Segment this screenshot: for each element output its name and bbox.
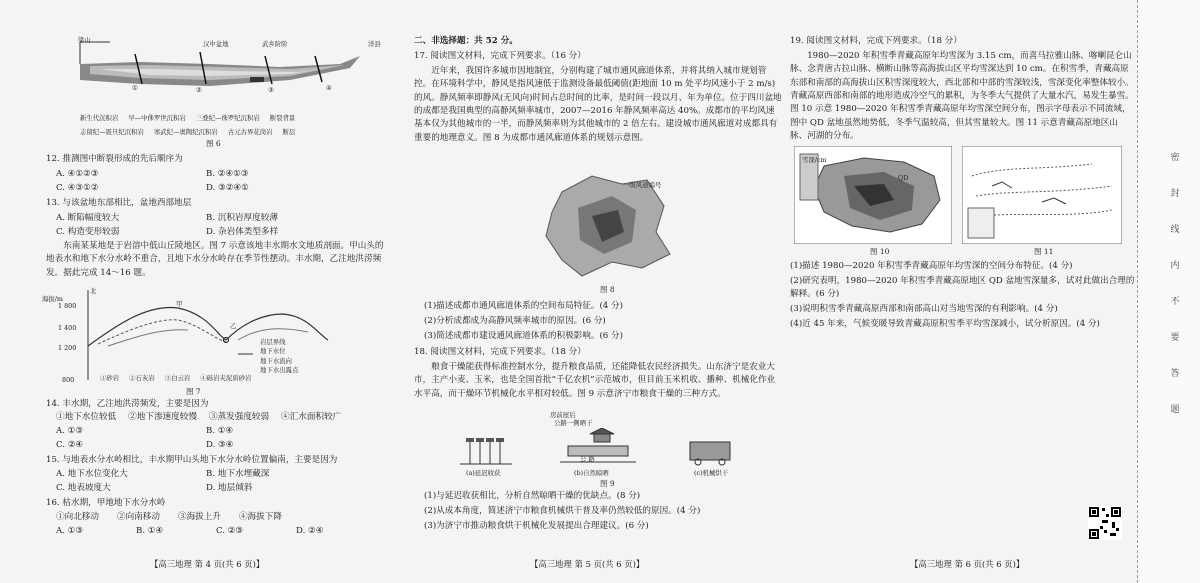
fig7-ytick-800: 800 — [62, 376, 75, 384]
q13-stem: 13. 与该盆地东部相比，盆地西部地层 — [46, 198, 192, 208]
q17-sub-2: (2)分析成都成为高静风频率城市的原因。(6 分) — [424, 316, 606, 326]
fig6-label-yangxian: 洋县 — [368, 40, 381, 48]
q19-sub-1: (1)描述 1980—2020 年积雪季青藏高原年均雪深的空间分布特征。(4 分) — [790, 261, 1073, 271]
page-5 — [410, 0, 780, 583]
q12-stem: 12. 推测图中断裂形成的先后顺序为 — [46, 154, 183, 164]
strip-char: 题 — [1170, 405, 1180, 415]
fig9-caption-b: (b)自然晾晒 — [574, 469, 609, 477]
q14-sub: ②地下渗速度较慢 — [128, 412, 197, 422]
q18-stem: 18. 阅读图文材料，完成下列要求。（18 分） — [414, 347, 586, 357]
q13-option-c[interactable]: C. 构造变形较弱 — [56, 227, 120, 237]
fig9-caption-a: (a)延迟收获 — [466, 469, 501, 477]
q14-sub: ③蒸发强度较弱 — [208, 412, 270, 422]
fig7-legend-item: 地下水出露点 — [260, 365, 299, 374]
page-4 — [0, 0, 390, 583]
legend-item: 早—中侏罗世沉积岩 — [128, 114, 186, 122]
q12-option-b[interactable]: B. ②④①③ — [206, 169, 249, 179]
passage-14-16: 东南某某地是于岩溶中低山丘陵地区。图 7 示意该地丰水期水文地质剖面。甲山头的地表水和地下水分水岭不重合，且地下水分水岭存在季节性摆动。丰水期，乙注地洪涝频发。据此完成 14～16 题。 — [46, 241, 384, 278]
fig7-stratum: ④砾岩夹泥质砂岩 — [200, 374, 252, 382]
fig7-place-jia: 甲 — [176, 300, 183, 308]
legend-item: 断裂背景 — [269, 114, 296, 122]
q17-sub-3: (3)简述成都市建设通风廊道体系的积极影响。(6 分) — [424, 331, 623, 341]
q17-passage: 近年来，我国许多城市因地制宜，分别构建了城市通风廊道体系，并将其纳入城市规划管控。在环境科学中，静风是指风速低于监测设备最低阈值(距地面 10 m 处平均风速小于 2 m/s)的风。静风频率即静风(无风向)时间占总时间的比率，是时间一段以月、年为单位。位于四川盆地的成都是我国典型的高静风频率城市，2007—2016 年静风频率高达 40%。成都市的平均风速基本仅为其他城市的一半，而静风频率则为其他城市的 2 倍左右。建设城市通风廊道对成都具有重要的地理意义。图 8 为成都市通风廊道体系的规划示意图。 — [414, 66, 782, 143]
q14-sub: ①地下水位较低 — [56, 412, 117, 422]
fig7-legend-item: 地下水位 — [260, 347, 286, 356]
q14-option-d[interactable]: D. ③④ — [206, 440, 234, 450]
fig9-label-1: 房前屋后 — [550, 411, 576, 419]
figure-7-cross-section — [48, 284, 368, 384]
fig6-num-1: ① — [132, 84, 138, 92]
fig8-legend: 一级风道编号 — [623, 181, 662, 189]
legend-item: 新生代沉积岩 — [80, 114, 119, 122]
q13-option-b[interactable]: B. 沉积岩厚度较薄 — [206, 213, 278, 223]
q19-passage: 1980—2020 年积雪季青藏高原年均雪深为 3.15 cm，而喜马拉雅山脉、喀喇昆仑山脉、念青唐古拉山脉、横断山脉等高海拔山区平均雪深达到 10 cm。在积雪季，青藏高原东部和南部的高海拔山区积雪深度较大，西北部和中部的雪深较浅，雪深变化率整体较小。青藏高原西部和南部的地形造成冷空气的累积，为冬季大气提供了大量水汽，易发生暴雪。图 10 示意 1980—2020 年积雪季青藏高原年均雪深空间分布，图示字母表示不同流域，图中 QD 盆地虽然地势低，冬季气温较高，但其雪量较大。图 11 示意青藏高原地区山脉、河湖的分布。 — [790, 51, 1134, 141]
q19-sub-2: (2)研究表明，1980—2020 年积雪季青藏高原地区 QD 盆地雪深量多，试对此做出合理的解释。(6 分) — [790, 276, 1135, 300]
q19-sub-3: (3)说明积雪季青藏高原西部和南部高山对当地雪深的有利影响。(4 分) — [790, 304, 1058, 314]
fig6-label-liangshan: 梁山 — [78, 36, 91, 44]
fig6-label-wuxiang: 武乡阶阶 — [262, 40, 288, 48]
q16-option-a[interactable]: A. ①③ — [56, 526, 84, 536]
strip-char: 答 — [1170, 369, 1180, 379]
q19-stem: 19. 阅读图文材料，完成下列要求。（18 分） — [790, 36, 962, 46]
q12-option-a[interactable]: A. ④①②③ — [56, 169, 99, 179]
q14-sub: ④汇水面积较广 — [281, 412, 342, 422]
fig7-yaxis-title: 海拔/m — [42, 295, 63, 303]
q16-option-c[interactable]: C. ②③ — [216, 526, 244, 536]
q12-option-c[interactable]: C. ④③①② — [56, 183, 99, 193]
q18-passage: 粮食干燥能获得标准控制水分，提升粮食品质，还能降低农民经济损失。山东济宁是农业大市，主产小麦、玉米，也是全国首批“千亿农机”示范城市，但目前玉米机收、播种、机械化作业水平高，而干燥环节机械化水平相对较低。图 9 示意济宁市粮食干燥的三种方式。 — [414, 362, 776, 399]
fig6-label-hanzhong: 汉中盆地 — [203, 40, 229, 48]
binding-strip — [1137, 0, 1200, 583]
legend-item: 三叠纪—侏罗纪沉积岩 — [195, 114, 260, 122]
q16-sub: ②向南移动 — [116, 512, 160, 522]
q15-stem: 15. 与地表水分水岭相比，丰水期甲山头地下水分水岭位置偏南，主要是因为 — [46, 455, 338, 465]
q14-option-a[interactable]: A. ①③ — [56, 426, 84, 436]
q16-sub: ①向北移动 — [56, 512, 99, 522]
fig7-legend-item: 地下水流向 — [260, 356, 292, 365]
q15-option-a[interactable]: A. 地下水位变化大 — [56, 469, 128, 479]
fig9-label-3: 公 路 — [580, 455, 595, 463]
q12-option-d[interactable]: D. ③②④① — [206, 183, 249, 193]
figure-11-mountains-map — [962, 146, 1122, 244]
figure-9-caption: 图 9 — [600, 479, 615, 488]
q18-sub-2: (2)从成本角度，简述济宁市粮食机械烘干普及率仍然较低的原因。(4 分) — [424, 506, 701, 516]
q18-sub-1: (1)与延迟收获相比，分析自然晾晒干燥的优缺点。(8 分) — [424, 491, 641, 501]
fig7-ytick-1800: 1 800 — [58, 302, 77, 310]
fig7-strata — [100, 374, 251, 384]
fig10-legend-title: 雪深/cm — [802, 156, 827, 164]
strip-char: 密 — [1170, 153, 1180, 163]
q14-option-c[interactable]: C. ②④ — [56, 440, 84, 450]
fig6-num-3: ③ — [268, 86, 274, 94]
legend-item: 断层 — [282, 127, 296, 136]
page-5-footer: 【高三地理 第 5 页(共 6 页)】 — [530, 558, 645, 569]
fig9-caption-c: (c)机械烘干 — [694, 469, 729, 477]
q15-option-b[interactable]: B. 地下水埋藏深 — [206, 469, 270, 479]
q17-stem: 17. 阅读图文材料，完成下列要求。（16 分） — [414, 51, 586, 61]
q16-option-b[interactable]: B. ①④ — [136, 526, 164, 536]
fig7-stratum: ②石灰岩 — [129, 374, 155, 382]
strip-char: 内 — [1170, 261, 1180, 271]
q14-stem: 14. 丰水期，乙注地洪涝频发，主要是因为 — [46, 399, 209, 409]
q17-sub-1: (1)描述成都市通风廊道体系的空间布局特征。(4 分) — [424, 301, 623, 311]
q13-option-a[interactable]: A. 断陷幅度较大 — [56, 213, 120, 223]
q13-option-d[interactable]: D. 杂岩体类型多样 — [206, 227, 279, 237]
fig10-label-qd: QD — [898, 174, 909, 182]
figure-8-caption: 图 8 — [600, 285, 615, 294]
fig7-north-label: 北 — [90, 287, 97, 295]
fig7-ytick-1200: 1 200 — [58, 344, 77, 352]
strip-char: 要 — [1170, 333, 1180, 343]
fig7-legend — [260, 338, 298, 375]
section-title: 二、非选择题：共 52 分。 — [414, 36, 518, 46]
qr-code — [1088, 506, 1122, 540]
legend-item: 志留纪—震旦纪沉积岩 — [80, 127, 144, 136]
strip-char: 不 — [1170, 297, 1180, 307]
q14-option-b[interactable]: B. ①④ — [206, 426, 234, 436]
q14-subitems — [56, 411, 341, 424]
fig6-num-4: ④ — [326, 84, 332, 92]
fig7-stratum: ③白云岩 — [164, 374, 191, 382]
q16-sub: ③海拔上升 — [177, 512, 221, 522]
fig7-stratum: ①砂岩 — [100, 374, 120, 382]
figure-7-caption: 图 7 — [186, 387, 201, 396]
figure-10-caption: 图 10 — [870, 247, 890, 256]
q18-sub-3: (3)为济宁市推动粮食烘干机械化发展提出合理建议。(6 分) — [424, 521, 649, 531]
fig7-legend-item: 岩层界线 — [260, 338, 286, 346]
page-6-footer: 【高三地理 第 6 页(共 6 页)】 — [910, 558, 1025, 569]
q15-option-d[interactable]: D. 地层倾斜 — [206, 483, 253, 493]
strip-char: 线 — [1170, 225, 1180, 235]
figure-11-caption: 图 11 — [1034, 247, 1054, 256]
legend-item: 古元古界花岗岩 — [227, 127, 273, 136]
fig6-num-2: ② — [196, 86, 202, 94]
page-4-footer: 【高三地理 第 4 页(共 6 页)】 — [150, 558, 265, 569]
q16-sub: ④海拔下降 — [238, 512, 282, 522]
q16-stem: 16. 枯水期，甲地地下水分水岭 — [46, 498, 166, 508]
q15-option-c[interactable]: C. 地表坡度大 — [56, 483, 111, 493]
page-6 — [790, 0, 1135, 583]
figure-6-caption: 图 6 — [206, 139, 221, 148]
fig6-legend — [80, 114, 380, 138]
fig9-label-2: 公路一侧晒干 — [554, 419, 593, 427]
fig7-place-yi: 乙 — [230, 322, 237, 330]
legend-item: 寒武纪—奥陶纪沉积岩 — [153, 127, 218, 136]
q16-option-d[interactable]: D. ②④ — [296, 526, 324, 536]
q16-subitems — [56, 511, 282, 524]
strip-char: 封 — [1170, 189, 1180, 199]
q19-sub-4: (4)近 45 年来，气候变暖导致青藏高原积雪季平均雪深减小，试分析原因。(4 分) — [790, 319, 1100, 329]
fig7-ytick-1400: 1 400 — [58, 324, 77, 332]
